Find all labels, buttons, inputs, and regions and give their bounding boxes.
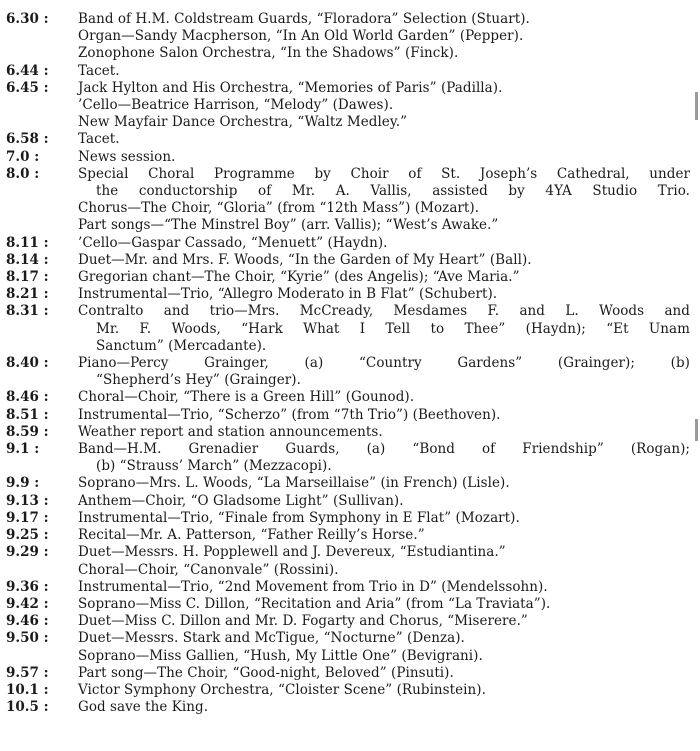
time-value: 9.36: [6, 578, 39, 595]
entry-line: God save the King.: [78, 699, 209, 716]
entry-description: [78, 544, 690, 578]
entry-description: [78, 699, 690, 716]
programme-entry: [6, 475, 690, 492]
time-value: 9.13: [6, 492, 39, 509]
programme-entry: [6, 441, 690, 475]
time-value: 6.44: [6, 62, 39, 79]
entry-line: Instrumental—Trio, “2nd Movement from Trio in D” (Mendelssohn).: [78, 578, 548, 595]
time-value: 8.40: [6, 355, 39, 372]
entry-time: [6, 166, 78, 183]
time-separator: :: [43, 286, 49, 303]
entry-time: [6, 286, 78, 303]
programme-entry: [6, 389, 690, 406]
time-value: 8.14: [6, 251, 39, 268]
time-value: 8.17: [6, 269, 39, 286]
entry-description: [78, 149, 690, 166]
programme-entry: [6, 166, 690, 235]
time-separator: :: [43, 544, 49, 561]
time-separator: :: [34, 475, 40, 492]
time-separator: :: [34, 165, 40, 182]
time-separator: :: [43, 681, 49, 698]
entry-line: News session.: [78, 148, 176, 165]
entry-line: Band of H.M. Coldstream Guards, “Floradora” Selection (Stuart).: [78, 11, 530, 27]
entry-line: Choral—Choir, “Canonvale” (Rossini).: [78, 561, 339, 578]
time-value: 9.42: [6, 595, 39, 612]
time-separator: :: [43, 406, 49, 423]
time-value: 8.0: [6, 165, 30, 182]
entry-time: [6, 63, 78, 80]
entry-line: Victor Symphony Orchestra, “Cloister Scene” (Rubinstein).: [78, 681, 486, 698]
entry-time: [6, 699, 78, 716]
time-separator: :: [43, 389, 49, 406]
entry-line: Choral—Choir, “There is a Green Hill” (Gounod).: [78, 389, 415, 406]
entry-line: Instrumental—Trio, “Scherzo” (from “7th Trio”) (Beethoven).: [78, 406, 501, 423]
time-separator: :: [43, 699, 49, 716]
entry-line: Weather report and station announcements.: [78, 423, 383, 440]
time-value: 9.25: [6, 527, 39, 544]
entry-description: [78, 11, 690, 63]
entry-description: [78, 235, 690, 252]
entry-time: [6, 630, 78, 647]
entry-time: [6, 493, 78, 510]
entry-line: Tacet.: [78, 62, 120, 79]
entry-line: Soprano—Miss Gallien, “Hush, My Little One” (Bevigrani).: [78, 647, 483, 664]
programme-entry: [6, 149, 690, 166]
time-separator: :: [43, 62, 49, 79]
time-separator: :: [43, 79, 49, 96]
time-value: 10.5: [6, 699, 39, 716]
entry-line: Band—H.M. Grenadier Guards, (a) “Bond of Friendship” (Rogan);: [78, 441, 690, 458]
entry-line: Gregorian chant—The Choir, “Kyrie” (des Angelis); “Ave Maria.”: [78, 269, 520, 286]
programme-entry: [6, 252, 690, 269]
programme-entry: [6, 665, 690, 682]
programme-entry: [6, 613, 690, 630]
programme-entry: [6, 355, 690, 389]
time-value: 8.46: [6, 389, 39, 406]
time-value: 8.51: [6, 406, 39, 423]
time-separator: :: [43, 595, 49, 612]
time-value: 6.58: [6, 131, 39, 148]
entry-line: Part song—The Choir, “Good-night, Beloved” (Pinsuti).: [78, 664, 454, 681]
entry-line: “Shepherd’s Hey” (Grainger).: [96, 372, 301, 389]
programme-entry: [6, 682, 690, 699]
time-separator: :: [43, 234, 49, 251]
time-separator: :: [43, 509, 49, 526]
entry-line: Mr. F. Woods, “Hark What I Tell to Thee” (Haydn); “Et Unam: [96, 320, 690, 337]
entry-time: [6, 11, 78, 28]
time-value: 9.17: [6, 509, 39, 526]
margin-mark: [695, 419, 698, 441]
entry-time: [6, 407, 78, 424]
time-separator: :: [34, 441, 40, 458]
time-separator: :: [34, 148, 40, 165]
entry-time: [6, 613, 78, 630]
programme-entry: [6, 596, 690, 613]
entry-description: [78, 665, 690, 682]
programme-entry: [6, 424, 690, 441]
time-separator: :: [43, 578, 49, 595]
entry-line: ’Cello—Gaspar Cassado, “Menuett” (Haydn).: [78, 234, 388, 251]
entry-time: [6, 475, 78, 492]
entry-description: [78, 269, 690, 286]
time-value: 8.21: [6, 286, 39, 303]
programme-entry: [6, 303, 690, 355]
entry-time: [6, 269, 78, 286]
time-separator: :: [43, 269, 49, 286]
entry-line: Sanctum” (Mercadante).: [96, 337, 267, 354]
entry-line: ’Cello—Beatrice Harrison, “Melody” (Dawes).: [78, 97, 394, 114]
programme-entry: [6, 579, 690, 596]
entry-time: [6, 596, 78, 613]
time-value: 9.50: [6, 630, 39, 647]
entry-description: [78, 596, 690, 613]
entry-description: [78, 682, 690, 699]
time-separator: :: [43, 492, 49, 509]
entry-line: Chorus—The Choir, “Gloria” (from “12th Mass”) (Mozart).: [78, 200, 480, 217]
entry-line: Instrumental—Trio, “Finale from Symphony in E Flat” (Mozart).: [78, 509, 520, 526]
entry-time: [6, 131, 78, 148]
entry-line: Instrumental—Trio, “Allegro Moderato in B Flat” (Schubert).: [78, 286, 498, 303]
time-separator: :: [43, 527, 49, 544]
entry-description: [78, 355, 690, 389]
entry-time: [6, 235, 78, 252]
time-value: 6.30: [6, 11, 39, 27]
entry-description: [78, 63, 690, 80]
programme-entry: [6, 510, 690, 527]
entry-line: Soprano—Mrs. L. Woods, “La Marseillaise” (in French) (Lisle).: [78, 475, 510, 492]
entry-description: [78, 166, 690, 235]
programme-entry: [6, 269, 690, 286]
time-value: 9.9: [6, 475, 30, 492]
entry-description: [78, 579, 690, 596]
entry-line: Recital—Mr. A. Patterson, “Father Reilly’s Horse.”: [78, 527, 425, 544]
entry-description: [78, 131, 690, 148]
time-separator: :: [43, 613, 49, 630]
entry-description: [78, 303, 690, 355]
entry-description: [78, 407, 690, 424]
entry-description: [78, 613, 690, 630]
entry-time: [6, 527, 78, 544]
time-value: 9.1: [6, 441, 30, 458]
entry-line: Duet—Miss C. Dillon and Mr. D. Fogarty and Chorus, “Miserere.”: [78, 613, 528, 630]
entry-time: [6, 544, 78, 561]
programme-entry: [6, 11, 690, 63]
entry-time: [6, 355, 78, 372]
programme-entry: [6, 699, 690, 716]
programme-entry: [6, 527, 690, 544]
entry-line: Soprano—Miss C. Dillon, “Recitation and Aria” (from “La Traviata”).: [78, 595, 551, 612]
entry-time: [6, 682, 78, 699]
programme-entry: [6, 493, 690, 510]
entry-line: Duet—Messrs. H. Popplewell and J. Devereux, “Estudiantina.”: [78, 544, 506, 561]
entry-line: Part songs—“The Minstrel Boy” (arr. Vallis); “West’s Awake.”: [78, 217, 499, 234]
entry-line: the conductorship of Mr. A. Vallis, assisted by 4YA Studio Trio.: [96, 183, 690, 200]
entry-line: (b) “Strauss’ March” (Mezzacopi).: [96, 458, 332, 475]
entry-line: New Mayfair Dance Orchestra, “Waltz Medley.”: [78, 114, 408, 131]
entry-description: [78, 389, 690, 406]
time-value: 9.46: [6, 613, 39, 630]
entry-description: [78, 630, 690, 664]
entry-description: [78, 286, 690, 303]
entry-time: [6, 665, 78, 682]
entry-description: [78, 510, 690, 527]
entry-line: Zonophone Salon Orchestra, “In the Shadows” (Finck).: [78, 45, 459, 62]
entry-description: [78, 252, 690, 269]
entry-description: [78, 441, 690, 475]
entry-time: [6, 80, 78, 97]
entry-line: Duet—Messrs. Stark and McTigue, “Nocturne” (Denza).: [78, 630, 465, 647]
entry-time: [6, 149, 78, 166]
entry-description: [78, 527, 690, 544]
time-separator: :: [43, 11, 49, 27]
programme-entry: [6, 131, 690, 148]
entry-description: [78, 424, 690, 441]
entry-time: [6, 389, 78, 406]
entry-time: [6, 510, 78, 527]
time-value: 9.57: [6, 664, 39, 681]
margin-mark: [695, 92, 698, 120]
entry-line: Jack Hylton and His Orchestra, “Memories of Paris” (Padilla).: [78, 79, 503, 96]
entry-line: Piano—Percy Grainger, (a) “Country Gardens” (Grainger); (b): [78, 355, 690, 372]
time-value: 8.31: [6, 303, 39, 320]
time-separator: :: [43, 131, 49, 148]
time-separator: :: [43, 303, 49, 320]
time-value: 6.45: [6, 79, 39, 96]
entry-line: Tacet.: [78, 131, 120, 148]
time-value: 8.59: [6, 423, 39, 440]
time-separator: :: [43, 423, 49, 440]
time-value: 8.11: [6, 234, 39, 251]
time-separator: :: [43, 251, 49, 268]
entry-line: Duet—Mr. and Mrs. F. Woods, “In the Garden of My Heart” (Ball).: [78, 251, 532, 268]
time-value: 9.29: [6, 544, 39, 561]
time-separator: :: [43, 664, 49, 681]
entry-line: Organ—Sandy Macpherson, “In An Old World Garden” (Pepper).: [78, 28, 524, 45]
entry-description: [78, 80, 690, 132]
entry-line: Special Choral Programme by Choir of St. Joseph’s Cathedral, under: [78, 165, 690, 182]
time-value: 10.1: [6, 681, 39, 698]
entry-line: Contralto and trio—Mrs. McCready, Mesdames F. and L. Woods and: [78, 303, 690, 320]
time-separator: :: [43, 630, 49, 647]
programme-entry: [6, 630, 690, 664]
entry-line: Anthem—Choir, “O Gladsome Light” (Sullivan).: [78, 492, 404, 509]
entry-time: [6, 579, 78, 596]
entry-time: [6, 441, 78, 458]
programme-entry: [6, 63, 690, 80]
radio-programme-listing: [6, 11, 690, 716]
entry-description: [78, 475, 690, 492]
programme-entry: [6, 407, 690, 424]
entry-time: [6, 303, 78, 320]
entry-time: [6, 424, 78, 441]
programme-entry: [6, 235, 690, 252]
entry-time: [6, 252, 78, 269]
time-value: 7.0: [6, 148, 30, 165]
programme-entry: [6, 544, 690, 578]
programme-entry: [6, 80, 690, 132]
time-separator: :: [43, 355, 49, 372]
entry-description: [78, 493, 690, 510]
programme-entry: [6, 286, 690, 303]
